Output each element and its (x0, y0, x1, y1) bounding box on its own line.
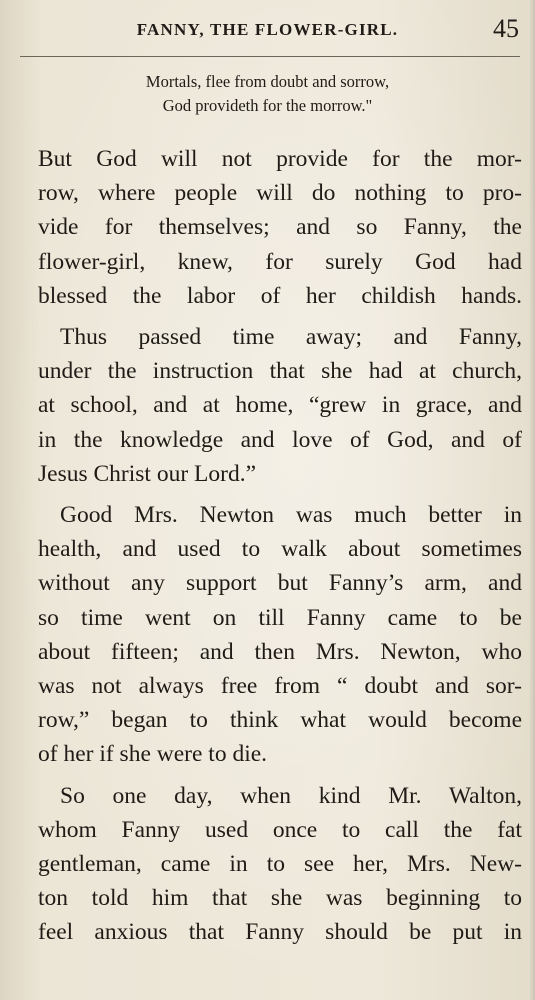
text-line: ton told him that she was beginning to (38, 885, 522, 912)
text-line: blessed the labor of her childish hands. (38, 282, 522, 309)
text-line: So one day, when kind Mr. Walton, (60, 782, 522, 809)
text-line: so time went on till Fanny came to be (38, 604, 522, 631)
text-line: whom Fanny used once to call the fat (38, 816, 522, 843)
text-line: Thus passed time away; and Fanny, (60, 324, 522, 351)
text-line: But God will not provide for the mor- (38, 146, 522, 172)
paragraph-3 (38, 498, 522, 772)
text-line: vide for themselves; and so Fanny, the (38, 214, 522, 241)
text-line: at school, and at home, “grew in grace, and (38, 392, 522, 419)
page-number: 45 (493, 14, 519, 43)
text-line: about fifteen; and then Mrs. Newton, who (38, 638, 522, 665)
paragraph-1 (38, 142, 522, 313)
text-line: health, and used to walk about sometimes (38, 536, 522, 563)
text-line: of her if she were to die. (38, 741, 268, 768)
text-line: Jesus Christ our Lord.” (38, 460, 257, 487)
body-text (38, 142, 522, 957)
text-line: gentleman, came in to see her, Mrs. New- (38, 851, 522, 878)
paragraph-2 (38, 320, 522, 491)
header-rule (20, 56, 520, 57)
text-line: without any support but Fanny’s arm, and (38, 570, 522, 597)
text-line: in the knowledge and love of God, and of (38, 426, 522, 453)
verse-quote (0, 70, 535, 118)
page-edge-shadow (529, 0, 535, 1000)
text-line: Good Mrs. Newton was much better in (60, 502, 522, 529)
text-line: was not always free from “ doubt and sor- (38, 673, 522, 700)
text-line: under the instruction that she had at church, (38, 358, 522, 385)
running-title: FANNY, THE FLOWER-GIRL. (136, 20, 399, 39)
text-line: row, where people will do nothing to pro- (38, 180, 522, 207)
verse-line: God provideth for the morrow." (162, 96, 373, 115)
text-line: feel anxious that Fanny should be put in (38, 919, 522, 946)
text-line: flower-girl, knew, for surely God had (38, 248, 522, 275)
page-header (0, 14, 535, 50)
paragraph-4 (38, 779, 522, 950)
text-line: row,” began to think what would become (38, 707, 522, 734)
verse-line: Mortals, flee from doubt and sorrow, (145, 72, 390, 91)
